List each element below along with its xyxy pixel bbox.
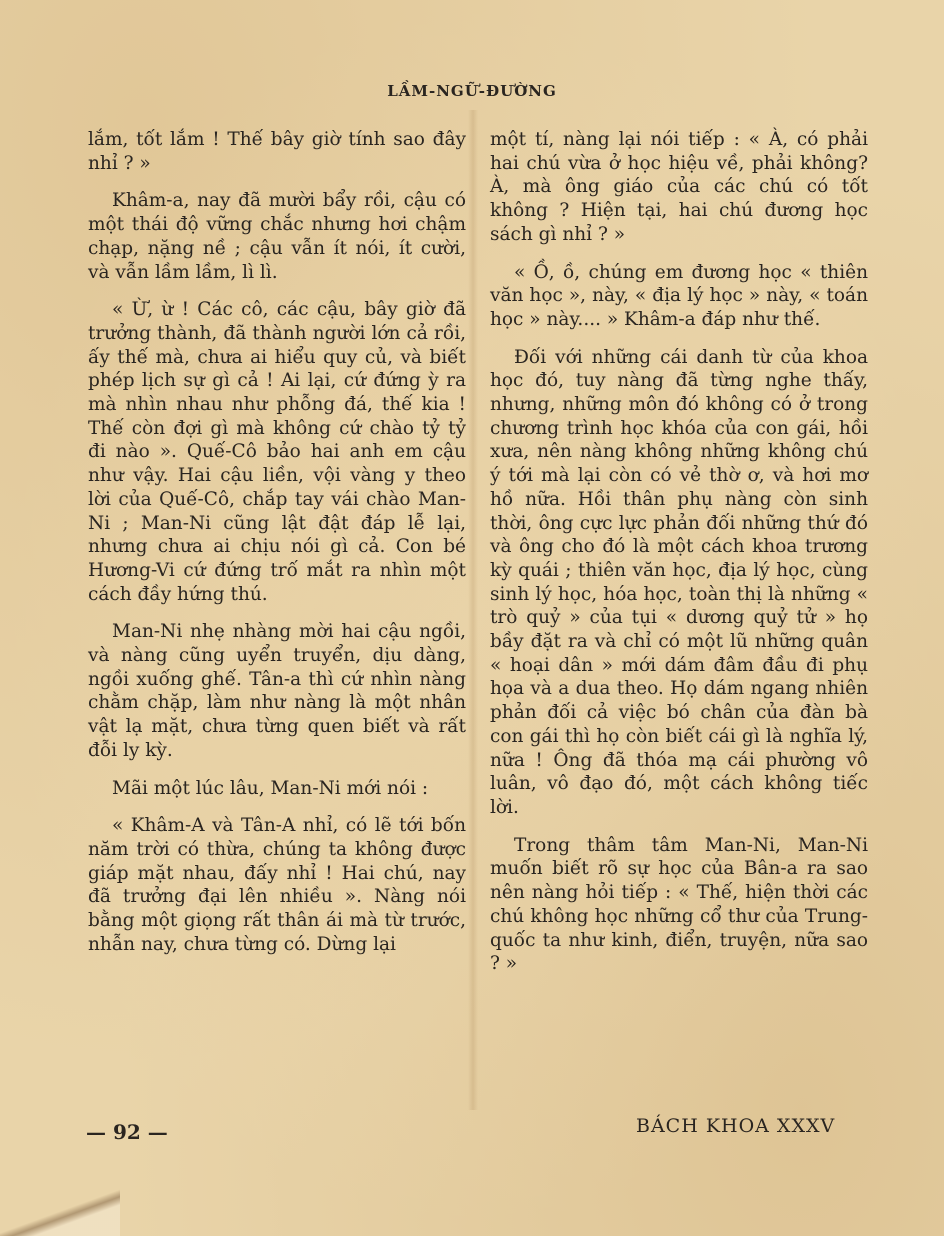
page-number: — 92 — xyxy=(86,1120,168,1144)
paragraph: Trong thâm tâm Man-Ni, Man-Ni muốn biết rõ sự học của Bân-a ra sao nên nàng hỏi tiếp : « Thế, hiện thời các chú không học những cổ thư của Trung-quốc ta như kinh, điển, truyện, nữa sao ? » xyxy=(490,834,868,975)
paragraph: lắm, tốt lắm ! Thế bây giờ tính sao đây nhỉ ? » xyxy=(88,129,466,174)
paragraph: Khâm-a, nay đã mười bẩy rồi, cậu có một thái độ vững chắc nhưng hơi chậm chạp, nặng nề ; cậu vẫn ít nói, ít cười, và vẫn lầm lầm, lì lì. xyxy=(88,190,466,283)
publication-title: BÁCH KHOA XXXV xyxy=(636,1115,836,1137)
paragraph: Đối với những cái danh từ của khoa học đó, tuy nàng đã từng nghe thấy, nhưng, những môn đó không có ở trong chương trình học khóa của con gái, hồi xưa, nên nàng không những không chú ý tới mà lại còn có vẻ thờ ơ, và hơi mơ hồ nữa. Hồi thân phụ nàng còn sinh thời, ông cực lực phản đối những thứ đó và ông cho đó là một cách khoa trương kỳ quái ; thiên văn học, địa lý học, cùng sinh lý học, hóa học, toàn thị là những « trò quỷ » của tụi « dương quỷ tử » họ bầy đặt ra và chỉ có một lũ những quân « hoại dân » mới dám đâm đầu đi phụ họa và a dua theo. Họ dám ngang nhiên phản đối cả việc bó chân của đàn bà con gái thì họ còn biết cái gì là nghĩa lý, nữa ! Ông đã thóa mạ cái phường vô luân, vô đạo đó, một cách không tiếc lời. xyxy=(490,346,868,818)
paragraph: « Ừ, ừ ! Các cô, các cậu, bây giờ đã trưởng thành, đã thành người lớn cả rồi, ấy thế mà, chưa ai hiểu quy củ, và biết phép lịch sự gì cả ! Ai lại, cứ đứng ỳ ra mà nhìn nhau như phỗng đá, thế kia ! Thế còn đợi gì mà không cứ chào tỷ tỷ đi nào ». Quế-Cô bảo hai anh em cậu như vậy. Hai cậu liền, vội vàng y theo lời của Quế-Cô, chắp tay vái chào Man-Ni ; Man-Ni cũng lật đật đáp lễ lại, nhưng chưa ai chịu nói gì cả. Con bé Hương-Vi cứ đứng trố mắt ra nhìn một cách đầy hứng thú. xyxy=(88,299,466,605)
paragraph: Man-Ni nhẹ nhàng mời hai cậu ngồi, và nàng cũng uyển truyển, dịu dàng, ngồi xuống ghế. Tân-a thì cứ nhìn nàng chằm chặp, làm như nàng là một nhân vật lạ mặt, chưa từng quen biết và rất đỗi ly kỳ. xyxy=(88,621,466,761)
paragraph: Mãi một lúc lâu, Man-Ni mới nói : xyxy=(112,777,429,799)
paragraph: « Ồ, ồ, chúng em đương học « thiên văn học », này, « địa lý học » này, « toán học » này.... » Khâm-a đáp như thế. xyxy=(490,261,868,330)
page-curl-shadow xyxy=(0,1176,120,1236)
left-column xyxy=(88,128,466,971)
running-header: LẦM-NGỮ-ĐƯỜNG xyxy=(387,82,557,100)
right-column xyxy=(490,128,868,990)
paragraph: « Khâm-A và Tân-A nhỉ, có lẽ tới bốn năm trời có thừa, chúng ta không được giáp mặt nhau, đấy nhỉ ! Hai chú, nay đã trưởng đại lên nhiều ». Nàng nói bằng một giọng rất thân ái mà từ trước, nhẫn nay, chưa từng có. Dừng lại xyxy=(88,815,466,955)
page-fold-shadow xyxy=(468,110,478,1110)
paragraph: một tí, nàng lại nói tiếp : « À, có phải hai chú vừa ở học hiệu về, phải không? À, mà ông giáo của các chú có tốt không ? Hiện tại, hai chú đương học sách gì nhỉ ? » xyxy=(490,129,868,245)
